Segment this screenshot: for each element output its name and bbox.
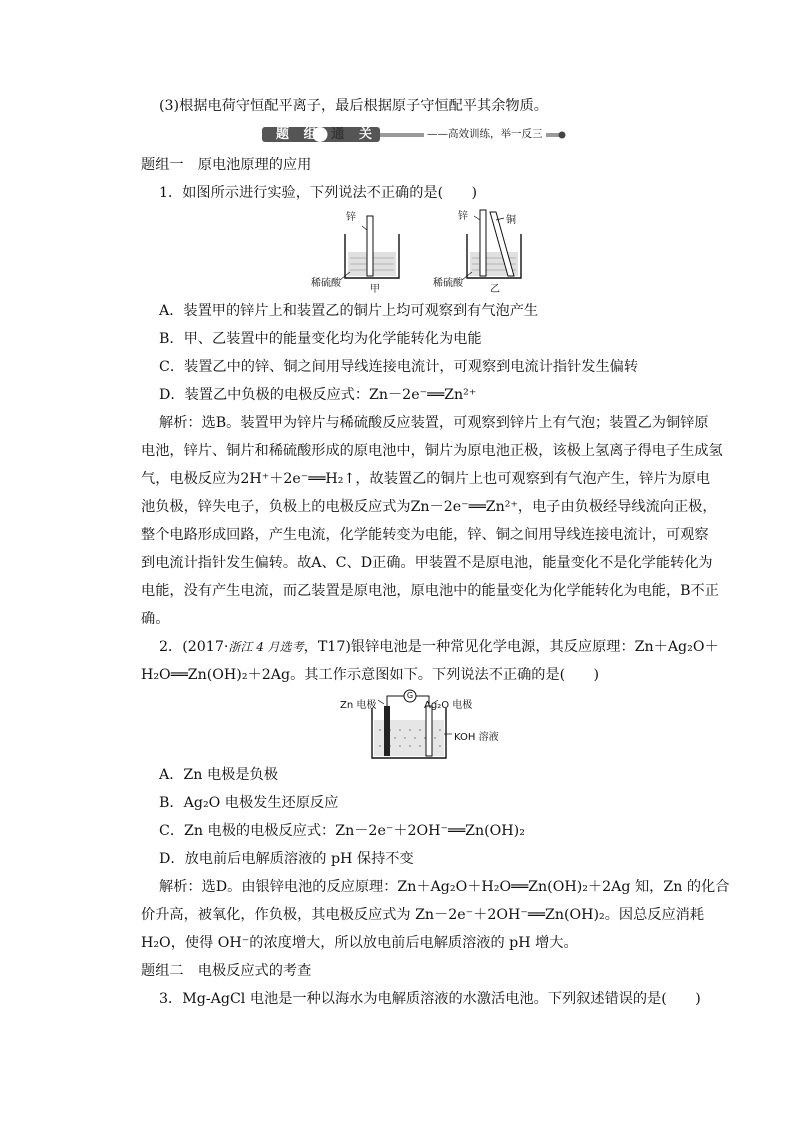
galvanometer-label: G — [406, 691, 414, 700]
banner-subtitle: ——高效训练，举一反三 — [424, 128, 546, 141]
label-koh: KOH 溶液 — [454, 732, 499, 743]
label-zn-electrode: Zn 电极 — [340, 700, 377, 711]
q1-option-c: C．装置乙中的锌、铜之间用导线连接电流计，可观察到电流计指针发生偏转 — [159, 359, 639, 375]
q1-option-a: A．装置甲的锌片上和装置乙的铜片上均可观察到有气泡产生 — [159, 303, 539, 319]
label-copper-b: 铜 — [506, 215, 516, 226]
q2-option-a: A．Zn 电极是负极 — [159, 767, 278, 783]
q1-analysis-line: 解析：选B。装置甲为锌片与稀硫酸反应装置，可观察到锌片上有气泡；装置乙为铜锌原 — [159, 415, 709, 431]
q2-stem-source: 浙江 4 月选考 — [228, 640, 304, 654]
label-ag2o-electrode: Ag₂O 电极 — [424, 700, 473, 711]
banner-char: 组 — [303, 127, 317, 142]
label-name-b: 乙 — [490, 284, 500, 295]
q2-stem-post: ，T17)银锌电池是一种常见化学电源，其反应原理：Zn＋Ag₂O＋ — [303, 639, 719, 655]
q2-stem-pre: 2．(2017· — [159, 639, 229, 655]
group1-heading: 题组一 原电池原理的应用 — [141, 157, 312, 173]
q1-option-d: D．装置乙中负极的电极反应式：Zn－2e⁻══Zn²⁺ — [159, 387, 477, 403]
beaker-a — [340, 216, 399, 280]
q2-analysis-line: H₂O，使得 OH⁻的浓度增大，所以放电前后电解质溶液的 pH 增大。 — [141, 935, 578, 951]
q1-option-b: B．甲、乙装置中的能量变化均为化学能转化为电能 — [159, 331, 482, 347]
label-zinc-b: 锌 — [458, 211, 468, 222]
q2-analysis-line: 价升高，被氧化，作负极，其电极反应式为 Zn－2e⁻＋2OH⁻══Zn(OH)₂。因总反应消耗 — [141, 907, 705, 923]
q1-analysis-line: 电能，没有产生电流，而乙装置是原电池，原电池中的能量变化为化学能转化为电能，B不正 — [141, 583, 719, 599]
q2-option-b: B．Ag₂O 电极发生还原反应 — [159, 795, 339, 811]
label-acid-b: 稀硫酸 — [433, 278, 463, 289]
q3-stem: 3．Mg-AgCl 电池是一种以海水为电解质溶液的水激活电池。下列叙述错误的是( ) — [159, 991, 701, 1007]
group2-heading: 题组二 电极反应式的考查 — [141, 963, 312, 979]
q1-analysis-line: 池负极，锌失电子，负极上的电极反应式为Zn－2e⁻══Zn²⁺，电子由负极经导线流向正极， — [141, 499, 717, 515]
q2-option-d: D．放电前后电解质溶液的 pH 保持不变 — [159, 851, 414, 867]
q2-option-c: C．Zn 电极的电极反应式：Zn－2e⁻＋2OH⁻══Zn(OH)₂ — [159, 823, 525, 839]
banner-char: 通 — [331, 127, 345, 142]
q2-stem-line1 — [159, 637, 719, 657]
q2-stem-line2: H₂O══Zn(OH)₂＋2Ag。其工作示意图如下。下列说法不正确的是( ) — [141, 667, 600, 683]
banner-title — [276, 126, 372, 143]
banner-char: 题 — [276, 127, 290, 142]
intro-line: (3)根据电荷守恒配平离子，最后根据原子守恒配平其余物质。 — [159, 98, 548, 114]
q2-analysis-line: 解析：选D。由银锌电池的反应原理：Zn＋Ag₂O＋H₂O══Zn(OH)₂＋2Ag 知，Zn 的化合 — [159, 879, 730, 895]
q1-analysis-line: 到电流计指针发生偏转。故A、C、D正确。甲装置不是原电池，能量变化不是化学能转化为 — [141, 555, 713, 571]
q1-analysis-line: 确。 — [141, 611, 170, 627]
q1-analysis-line: 电池，锌片、铜片和稀硫酸形成的原电池中，铜片为原电池正极，该极上氢离子得电子生成氢 — [141, 443, 723, 459]
label-name-a: 甲 — [370, 284, 380, 295]
q1-stem: 1．如图所示进行实验，下列说法不正确的是( ) — [159, 185, 478, 201]
label-zinc-a: 锌 — [346, 212, 356, 223]
label-acid-a: 稀硫酸 — [311, 278, 341, 289]
q1-analysis-line: 气，电极反应为2H⁺＋2e⁻══H₂↑，故装置乙的铜片上也可观察到有气泡产生，锌片为原电 — [141, 471, 711, 487]
q1-analysis-line: 整个电路形成回路，产生电流，化学能转变为电能，锌、铜之间用导线连接电流计，可观察 — [141, 527, 709, 543]
banner-char: 关 — [358, 127, 372, 142]
